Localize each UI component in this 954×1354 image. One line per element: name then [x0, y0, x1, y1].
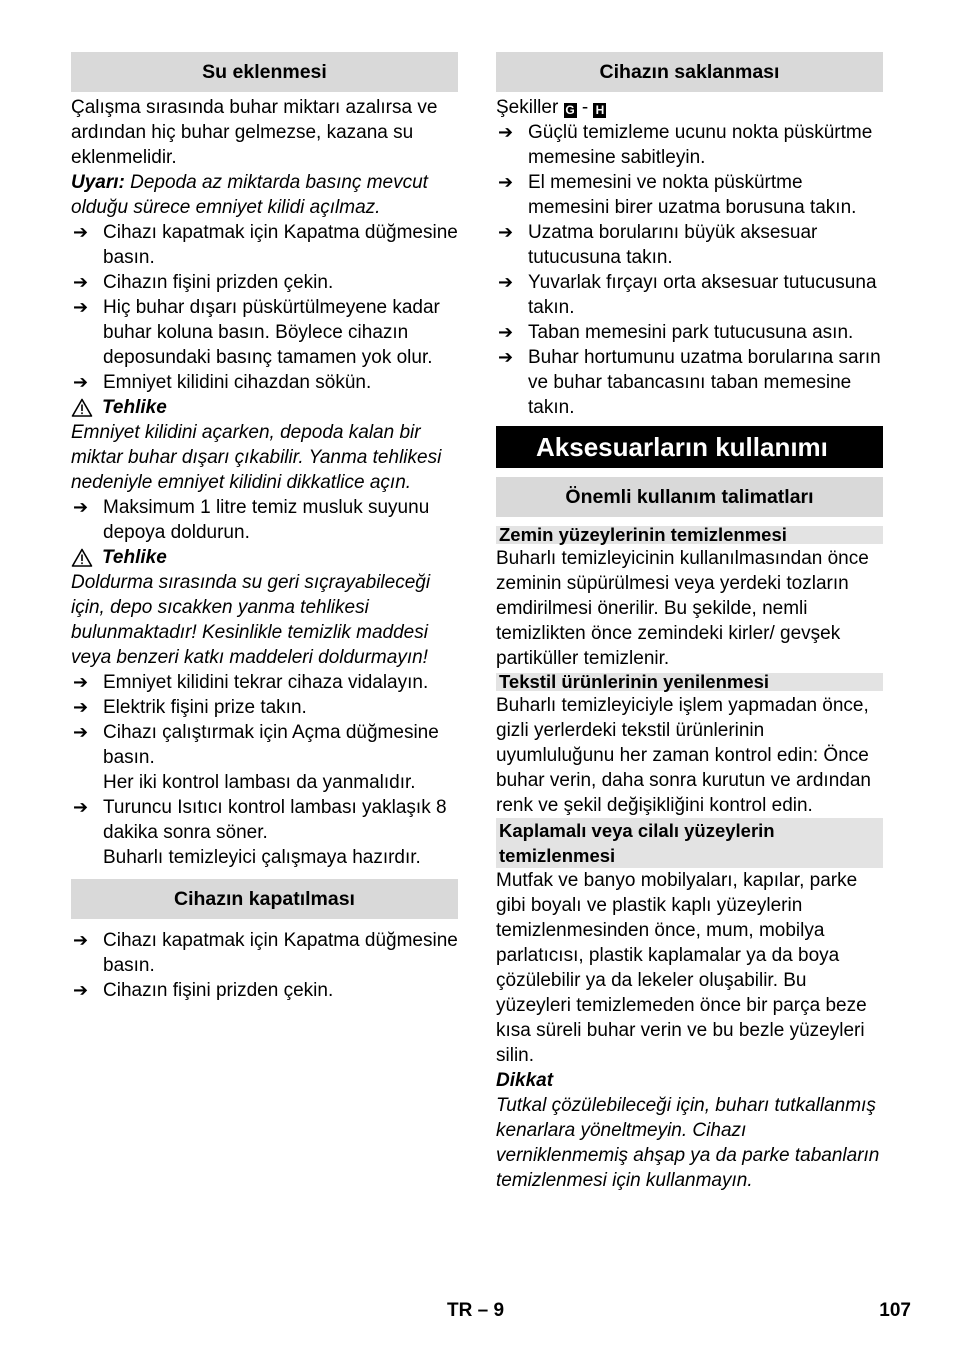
step-item	[71, 370, 458, 395]
step-item	[71, 795, 458, 845]
danger-heading	[71, 545, 458, 570]
step-item	[496, 270, 883, 320]
danger-heading	[71, 395, 458, 420]
step-text: Hiç buhar dışarı püskürtülmeyene kadar buhar koluna basın. Böylece cihazın deposundaki basınç tamamen yok olur.	[103, 297, 440, 368]
step-result: Buharlı temizleyici çalışmaya hazırdır.	[103, 847, 421, 868]
caution-label: Dikkat	[496, 1070, 554, 1091]
arrow-right-icon: ➔	[73, 297, 89, 317]
step-item	[496, 345, 883, 420]
arrow-right-icon: ➔	[73, 797, 89, 817]
footer-page-number: 107	[879, 1300, 911, 1321]
step-text: Taban memesini park tutucusuna asın.	[528, 322, 854, 343]
step-item	[496, 170, 883, 220]
step-text: Cihazı kapatmak için Kapatma düğmesine basın.	[103, 930, 458, 976]
arrow-right-icon: ➔	[498, 322, 514, 342]
step-text: Uzatma borularını büyük aksesuar tutucusuna takın.	[528, 222, 818, 268]
textile-paragraph: Buharlı temizleyiciyle işlem yapmadan önce, gizli yerlerdeki tekstil ürünlerinin uyumluluğunu her zaman kontrol edin: Önce buhar verin, daha sonra kurutun ve ardından renk ve şekil değişikliğini kontrol edin.	[496, 695, 871, 816]
arrow-right-icon: ➔	[498, 222, 514, 242]
figure-separator: -	[576, 97, 594, 118]
arrow-right-icon: ➔	[498, 272, 514, 292]
step-text: Buhar hortumunu uzatma borularına sarın ve buhar tabancasını taban memesine takın.	[528, 347, 881, 418]
step-text: Yuvarlak fırçayı orta aksesuar tutucusuna takın.	[528, 272, 877, 318]
footer-section-label: TR – 9	[447, 1300, 505, 1321]
danger-text: Doldurma sırasında su geri sıçrayabileceği için, depo sıcakken yanma tehlikesi bulunmaktadır! Kesinlikle temizlik maddesi veya benzeri katkı maddeleri doldurmayın!	[71, 572, 431, 668]
figure-prefix: Şekiller	[496, 97, 564, 118]
arrow-right-icon: ➔	[73, 672, 89, 692]
step-item	[71, 270, 458, 295]
danger-label: Tehlike	[102, 547, 167, 568]
arrow-right-icon: ➔	[73, 497, 89, 517]
section-heading-instructions: Önemli kullanım talimatları	[496, 477, 883, 517]
warning-triangle-icon	[71, 398, 93, 417]
arrow-right-icon: ➔	[73, 272, 89, 292]
step-text: Emniyet kilidini tekrar cihaza vidalayın.	[103, 672, 429, 693]
subheading-floor: Zemin yüzeylerinin temizlenmesi	[496, 526, 883, 544]
figure-reference	[496, 95, 883, 120]
right-column	[496, 52, 883, 1193]
step-item	[496, 220, 883, 270]
arrow-right-icon: ➔	[498, 347, 514, 367]
step-item	[71, 720, 458, 770]
note-paragraph	[71, 170, 458, 220]
step-result: Her iki kontrol lambası da yanmalıdır.	[103, 772, 416, 793]
figure-key-h: H	[593, 103, 606, 118]
chapter-heading: Aksesuarların kullanımı	[496, 426, 883, 468]
note-text: Depoda az miktarda basınç mevcut olduğu sürece emniyet kilidi açılmaz.	[71, 172, 428, 218]
step-text: Elektrik fişini prize takın.	[103, 697, 307, 718]
step-text: Cihazı çalıştırmak için Açma düğmesine basın.	[103, 722, 439, 768]
subheading-textile: Tekstil ürünlerinin yenilenmesi	[496, 673, 883, 691]
danger-text: Emniyet kilidini açarken, depoda kalan bir miktar buhar dışarı çıkabilir. Yanma tehlikesi nedeniyle emniyet kilidini dikkatlice açın.	[71, 422, 442, 493]
note-label: Uyarı:	[71, 172, 125, 193]
arrow-right-icon: ➔	[73, 372, 89, 392]
intro-paragraph: Çalışma sırasında buhar miktarı azalırsa ve ardından hiç buhar gelmezse, kazana su eklenmelidir.	[71, 97, 438, 168]
step-text: Güçlü temizleme ucunu nokta püskürtme memesine sabitleyin.	[528, 122, 873, 168]
step-text: El memesini ve nokta püskürtme memesini birer uzatma borusuna takın.	[528, 172, 857, 218]
step-text: Cihazın fişini prizden çekin.	[103, 272, 334, 293]
arrow-right-icon: ➔	[73, 980, 89, 1000]
step-item	[496, 320, 883, 345]
floor-paragraph: Buharlı temizleyicinin kullanılmasından önce zeminin süpürülmesi veya yerdeki tozların emdirilmesi önerilir. Bu şekilde, nemli temizlikten önce zemindeki kirler/ gevşek partiküller temizlenir.	[496, 548, 869, 669]
step-item	[71, 928, 458, 978]
section-heading-water: Su eklenmesi	[71, 52, 458, 92]
step-text: Cihazın fişini prizden çekin.	[103, 980, 334, 1001]
step-item	[71, 670, 458, 695]
section-heading-storage: Cihazın saklanması	[496, 52, 883, 92]
arrow-right-icon: ➔	[73, 930, 89, 950]
danger-label: Tehlike	[102, 397, 167, 418]
left-column	[71, 52, 458, 1003]
caution-text: Tutkal çözülebileceği için, buharı tutkallanmış kenarlara yöneltmeyin. Cihazı verniklenmemiş ahşap ya da parke tabanların temizlenmesi için kullanmayın.	[496, 1095, 880, 1191]
warning-triangle-icon	[71, 548, 93, 567]
step-item	[71, 978, 458, 1003]
step-text: Cihazı kapatmak için Kapatma düğmesine basın.	[103, 222, 458, 268]
step-item	[71, 495, 458, 545]
step-text: Turuncu Isıtıcı kontrol lambası yaklaşık 8 dakika sonra söner.	[103, 797, 447, 843]
arrow-right-icon: ➔	[73, 222, 89, 242]
figure-key-g: G	[565, 103, 575, 117]
coated-paragraph: Mutfak ve banyo mobilyaları, kapılar, parke gibi boyalı ve plastik kaplı yüzeylerin temizlenmesinden önce, mum, mobilya parlatıcısı, plastik kaplamalar ya da boya çözülebilir ya da lekeler oluşabilir. Bu yüzeyleri temizlemeden önce bir parça beze kısa süreli buhar verin ve bu bezle yüzeyleri silin.	[496, 870, 867, 1066]
step-item	[71, 295, 458, 370]
arrow-right-icon: ➔	[73, 722, 89, 742]
arrow-right-icon: ➔	[498, 172, 514, 192]
step-text: Emniyet kilidini cihazdan sökün.	[103, 372, 372, 393]
arrow-right-icon: ➔	[73, 697, 89, 717]
subheading-coated: Kaplamalı veya cilalı yüzeylerin temizlenmesi	[496, 818, 883, 868]
section-heading-shutdown: Cihazın kapatılması	[71, 879, 458, 919]
step-item	[71, 220, 458, 270]
arrow-right-icon: ➔	[498, 122, 514, 142]
step-item	[496, 120, 883, 170]
step-item	[71, 695, 458, 720]
step-text: Maksimum 1 litre temiz musluk suyunu depoya doldurun.	[103, 497, 430, 543]
